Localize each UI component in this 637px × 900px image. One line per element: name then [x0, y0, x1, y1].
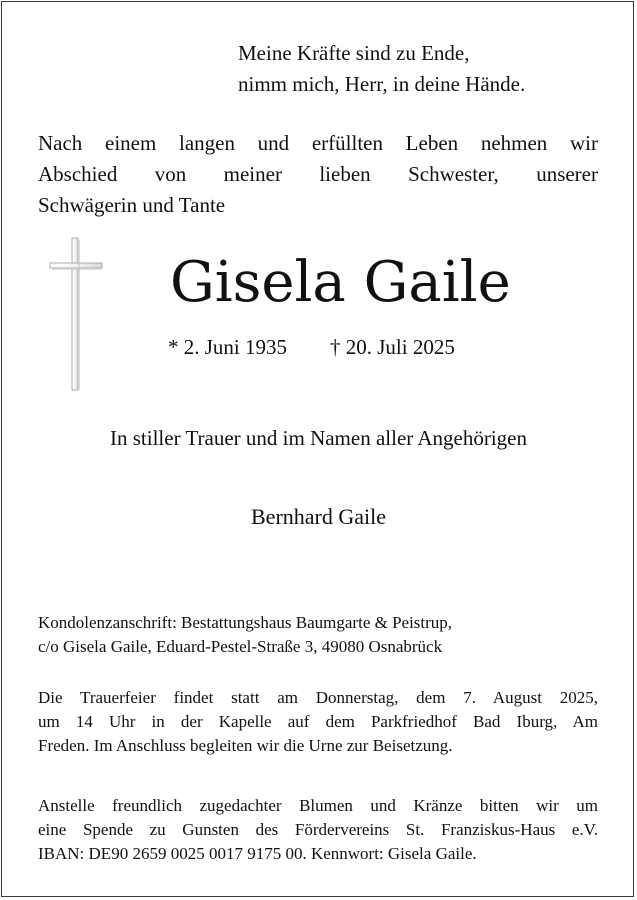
condolence-line-1: Kondolenzanschrift: Bestattungshaus Baumgarte & Peistrup, [38, 613, 453, 632]
verse-line-1: Meine Kräfte sind zu Ende, [238, 41, 470, 65]
ceremony-line-3: Freden. Im Anschluss begleiten wir die Urne zur Beisetzung. [38, 736, 453, 755]
intro-line-2: Abschied von meiner lieben Schwester, unserer [38, 162, 598, 186]
condolence-address [38, 611, 598, 659]
donation-line-1: Anstelle freundlich zugedachter Blumen und Kränze bitten wir um [38, 796, 598, 815]
intro-text [38, 128, 598, 221]
condolence-line-2: c/o Gisela Gaile, Eduard-Pestel-Straße 3, 49080 Osnabrück [38, 637, 443, 656]
mourning-text: In stiller Trauer und im Namen aller Angehörigen [110, 426, 527, 450]
verse [238, 38, 525, 100]
ceremony-line-2: um 14 Uhr in der Kapelle auf dem Parkfriedhof Bad Iburg, Am [38, 712, 598, 731]
cross-icon [48, 236, 106, 392]
birth-date: * 2. Juni 1935 [168, 335, 288, 359]
donation-line-2: eine Spende zu Gunsten des Fördervereins St. Franziskus-Haus e.V. [38, 820, 598, 839]
donation-line-3: IBAN: DE90 2659 0025 0017 9175 00. Kennwort: Gisela Gaile. [38, 844, 477, 863]
deceased-name: Gisela Gaile [170, 250, 511, 315]
intro-line-1: Nach einem langen und erfüllten Leben nehmen wir [38, 131, 598, 155]
ceremony-info [38, 686, 598, 758]
ceremony-line-1: Die Trauerfeier findet statt am Donnerstag, dem 7. August 2025, [38, 688, 598, 707]
intro-line-3: Schwägerin und Tante [38, 193, 226, 217]
mourner-name: Bernhard Gaile [251, 504, 386, 529]
death-date: † 20. Juli 2025 [330, 335, 455, 359]
donation-info [38, 794, 598, 866]
verse-line-2: nimm mich, Herr, in deine Hände. [238, 72, 526, 96]
